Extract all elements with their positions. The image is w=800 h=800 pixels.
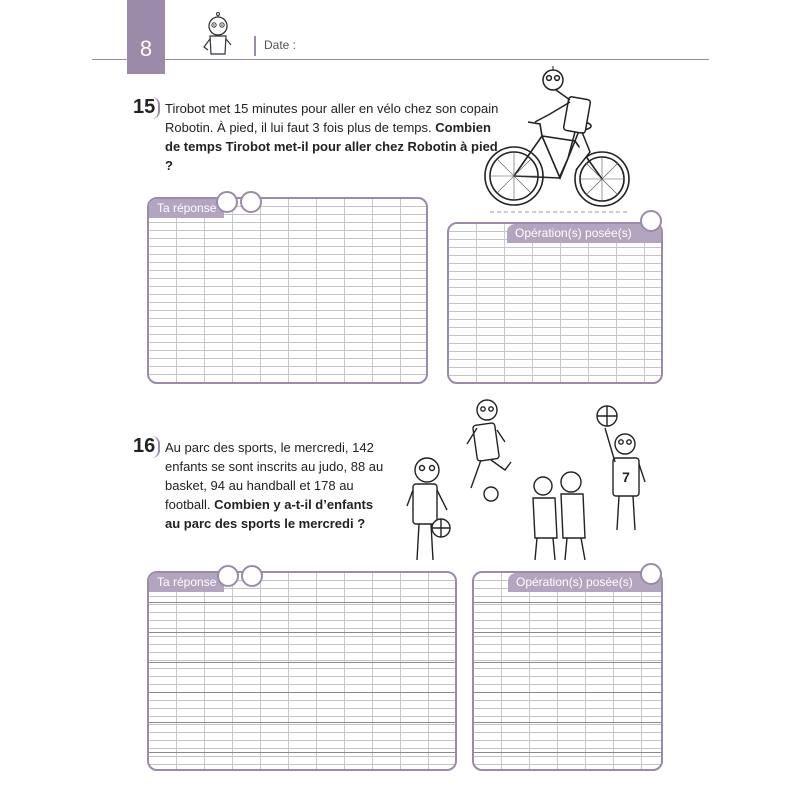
- exercise-16-score-circle-2[interactable]: [241, 565, 263, 587]
- exercise-16-operation-circle[interactable]: [640, 563, 662, 585]
- exercise-15-operation-label: Opération(s) posée(s): [507, 224, 661, 243]
- exercise-16-operation-box[interactable]: [472, 571, 663, 771]
- exercise-15-score-circle-1[interactable]: [216, 191, 238, 213]
- exercise-15-answer-box[interactable]: [147, 197, 428, 384]
- exercise-15-operation-circle[interactable]: [640, 210, 662, 232]
- exercise-16-answer-box[interactable]: [147, 571, 457, 771]
- exercise-15-question: Combien de temps Tirobot met-il pour aller chez Robotin à pied ?: [165, 120, 498, 173]
- exercise-16-bracket: [148, 436, 160, 458]
- robot-cycling-illustration: [480, 66, 640, 216]
- robot-mascot-icon: [198, 14, 238, 59]
- date-label: Date :: [264, 38, 297, 52]
- exercise-16-statement: [165, 438, 387, 533]
- exercise-16-operation-label: Opération(s) posée(s): [508, 573, 661, 592]
- exercise-15-answer-label: Ta réponse: [149, 199, 224, 218]
- exercise-16-question: Combien y a-t-il d’enfants au parc des sports le mercredi ?: [165, 497, 374, 531]
- exercise-15-text: Tirobot met 15 minutes pour aller en vélo chez son copain Robotin. À pied, il lui faut 3 fois plus de temps.: [165, 101, 499, 135]
- exercise-16-score-circle-1[interactable]: [217, 565, 239, 587]
- exercise-16-text: Au parc des sports, le mercredi, 142 enfants se sont inscrits au judo, 88 au basket, 94 au handball et 178 au football.: [165, 440, 384, 512]
- exercise-15-operation-box[interactable]: [447, 222, 663, 384]
- header-rule: [92, 59, 709, 60]
- robots-playing-sports-illustration: [395, 398, 660, 573]
- exercise-16-number: 16: [133, 435, 156, 457]
- exercise-15-bracket: [148, 97, 160, 119]
- exercise-16-answer-label: Ta réponse: [149, 573, 224, 592]
- date-divider: [254, 36, 256, 56]
- jersey-number: 7: [622, 469, 630, 485]
- page-number: [127, 0, 165, 74]
- exercise-15-number: 15: [133, 96, 156, 118]
- exercise-15-statement: [165, 99, 501, 175]
- page-number-text: 8: [139, 36, 153, 61]
- exercise-15-score-circle-2[interactable]: [240, 191, 262, 213]
